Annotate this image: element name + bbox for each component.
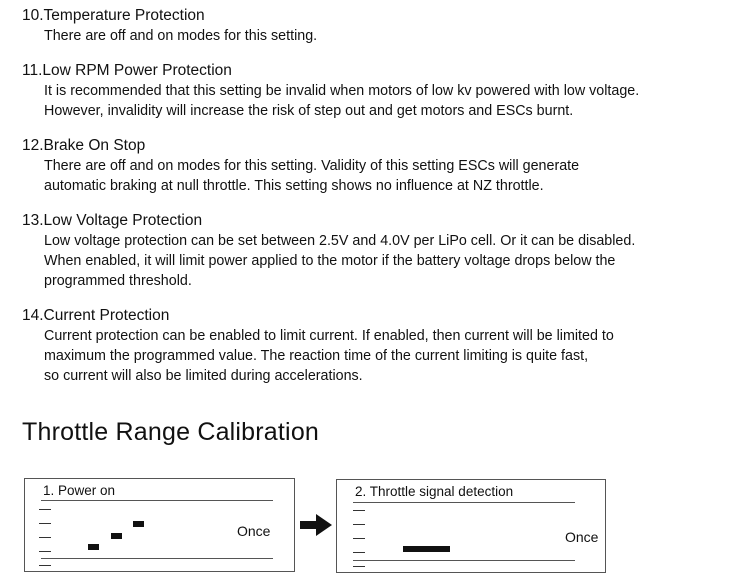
right-arrow-icon (300, 514, 332, 536)
scale-tick (353, 524, 365, 525)
scale-tick (39, 565, 51, 566)
section-text: There are off and on modes for this setting. Validity of this setting ESCs will generate (44, 158, 580, 174)
beep-mark (133, 521, 144, 527)
section-title: 14.Current Protection (22, 307, 170, 324)
step-title-rule (41, 500, 273, 501)
scale-tick (353, 552, 365, 553)
long-beep-mark (403, 546, 450, 552)
diagram-step-throttle-signal-detection (336, 479, 606, 573)
step-title-rule (353, 502, 575, 503)
section-title: 10.Temperature Protection (22, 7, 205, 24)
scale-tick (39, 509, 51, 510)
step-title: 1. Power on (43, 483, 116, 498)
scale-tick (39, 551, 51, 552)
section-brake-on-stop (22, 136, 742, 196)
section-low-rpm-power-protection (22, 61, 742, 121)
diagram-step-power-on (24, 478, 295, 572)
settings-sections (22, 6, 742, 401)
scale-tick (353, 510, 365, 511)
section-text: maximum the programmed value. The reaction time of the current limiting is quite fast, (44, 348, 589, 364)
section-title: 12.Brake On Stop (22, 137, 146, 154)
step-repeat-label: Once (565, 529, 599, 545)
beep-mark (88, 544, 99, 550)
section-title: 13.Low Voltage Protection (22, 212, 203, 229)
section-text: so current will also be limited during accelerations. (44, 368, 363, 384)
section-text: There are off and on modes for this setting. (44, 28, 318, 44)
section-title: 11.Low RPM Power Protection (22, 62, 232, 79)
section-text: When enabled, it will limit power applied to the motor if the battery voltage drops below the (44, 253, 616, 269)
scale-tick (353, 566, 365, 567)
section-temperature-protection (22, 6, 742, 46)
section-text: Current protection can be enabled to limit current. If enabled, then current will be limited to (44, 328, 614, 344)
section-current-protection (22, 306, 742, 386)
scale-tick (39, 523, 51, 524)
section-low-voltage-protection (22, 211, 742, 291)
section-text: However, invalidity will increase the risk of step out and get motors and ESCs burnt. (44, 103, 574, 119)
beep-mark (111, 533, 122, 539)
section-text: Low voltage protection can be set between 2.5V and 4.0V per LiPo cell. Or it can be disabled. (44, 233, 636, 249)
scale-tick (353, 538, 365, 539)
scale-tick (39, 537, 51, 538)
section-text: automatic braking at null throttle. This setting shows no influence at NZ throttle. (44, 178, 544, 194)
step-title: 2. Throttle signal detection (355, 484, 514, 499)
step-base-rule (353, 560, 575, 561)
step-base-rule (41, 558, 273, 559)
section-text: It is recommended that this setting be invalid when motors of low kv powered with low voltage. (44, 83, 640, 99)
section-text: programmed threshold. (44, 273, 192, 289)
page-heading: Throttle Range Calibration (22, 418, 320, 446)
step-repeat-label: Once (237, 523, 271, 539)
